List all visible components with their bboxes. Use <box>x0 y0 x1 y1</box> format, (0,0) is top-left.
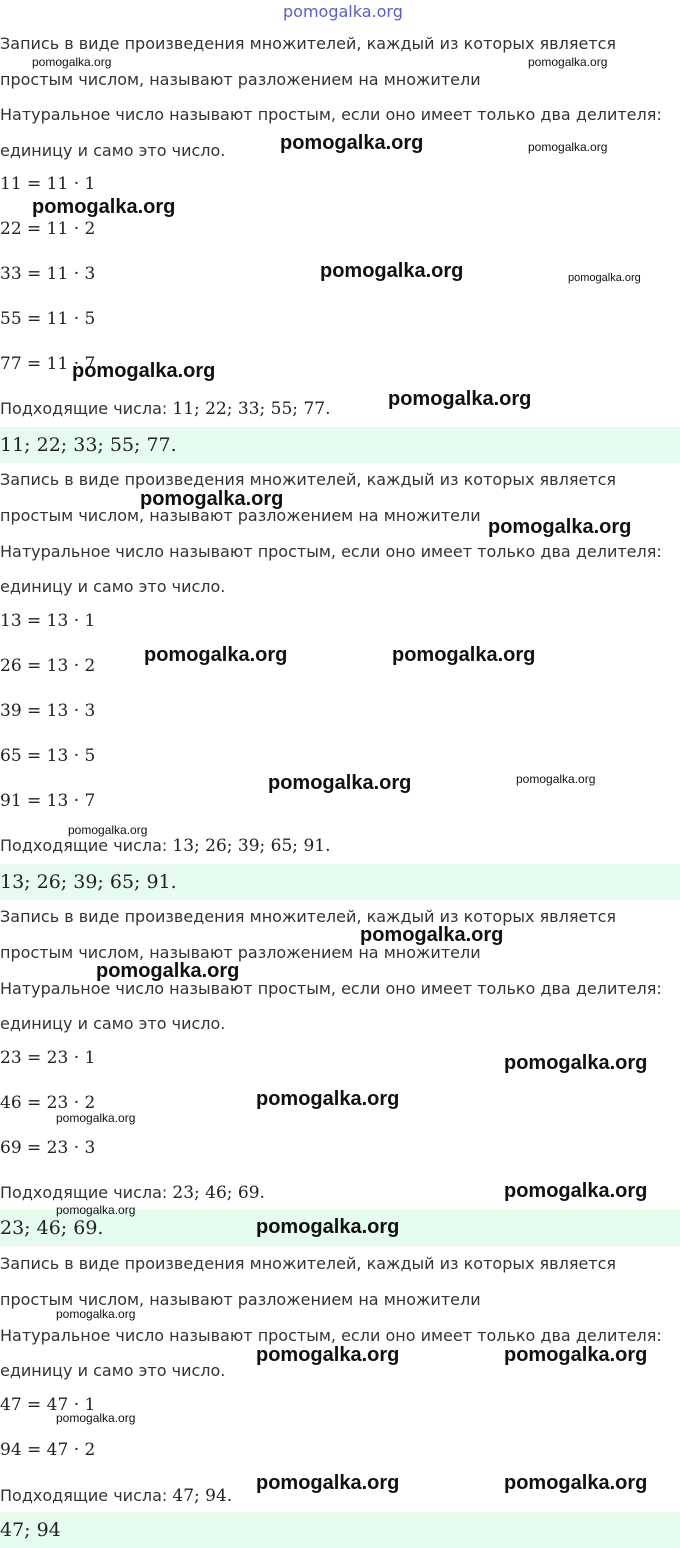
result-value: 11; 22; 33; 55; 77. <box>172 399 331 419</box>
watermark: pomogalka.org <box>516 772 596 786</box>
equation: 26 = 13 · 2 <box>0 656 96 676</box>
watermark: pomogalka.org <box>144 644 288 666</box>
result-label: Подходящие числа: <box>0 1486 173 1505</box>
definition-prime-line2: единицу и само это число. <box>0 141 226 160</box>
watermark: pomogalka.org <box>256 1344 400 1366</box>
equation: 23 = 23 · 1 <box>0 1048 96 1068</box>
definition-factorization-line1: Запись в виде произведения множителей, каждый из которых является <box>0 1254 617 1273</box>
result-label: Подходящие числа: <box>0 836 173 855</box>
watermark: pomogalka.org <box>528 55 608 69</box>
watermark: pomogalka.org <box>96 960 240 982</box>
result-line <box>0 1486 232 1506</box>
watermark: pomogalka.org <box>32 55 112 69</box>
definition-prime-line1: Натуральное число называют простым, если оно имеет только два делителя: <box>0 542 662 561</box>
watermark: pomogalka.org <box>388 388 532 410</box>
result-line <box>0 1183 265 1203</box>
watermark: pomogalka.org <box>56 1307 136 1321</box>
equation: 11 = 11 · 1 <box>0 174 96 194</box>
definition-factorization-line2: простым числом, называют разложением на множители <box>0 943 481 962</box>
answer-box <box>0 427 680 463</box>
equation: 22 = 11 · 2 <box>0 219 96 239</box>
watermark: pomogalka.org <box>256 1216 400 1238</box>
equation: 33 = 11 · 3 <box>0 264 96 284</box>
watermark: pomogalka.org <box>280 132 424 154</box>
answer-value: 11; 22; 33; 55; 77. <box>0 434 177 456</box>
watermark: pomogalka.org <box>268 772 412 794</box>
definition-prime-line2: единицу и само это число. <box>0 577 226 596</box>
equation: 69 = 23 · 3 <box>0 1138 96 1158</box>
definition-factorization-line2: простым числом, называют разложением на множители <box>0 506 481 525</box>
equation: 94 = 47 · 2 <box>0 1440 96 1460</box>
watermark: pomogalka.org <box>360 924 504 946</box>
watermark: pomogalka.org <box>392 644 536 666</box>
equation: 46 = 23 · 2 <box>0 1093 96 1113</box>
watermark: pomogalka.org <box>32 196 176 218</box>
result-label: Подходящие числа: <box>0 399 173 418</box>
result-value: 13; 26; 39; 65; 91. <box>172 836 331 856</box>
watermark: pomogalka.org <box>504 1052 648 1074</box>
definition-factorization-line2: простым числом, называют разложением на множители <box>0 70 481 89</box>
answer-value: 13; 26; 39; 65; 91. <box>0 871 177 893</box>
definition-prime-line1: Натуральное число называют простым, если оно имеет только два делителя: <box>0 1326 662 1345</box>
definition-prime-line2: единицу и само это число. <box>0 1014 226 1033</box>
answer-value: 23; 46; 69. <box>0 1217 104 1239</box>
watermark: pomogalka.org <box>568 272 641 284</box>
definition-prime-line1: Натуральное число называют простым, если оно имеет только два делителя: <box>0 979 662 998</box>
watermark: pomogalka.org <box>68 823 148 837</box>
watermark: pomogalka.org <box>504 1344 648 1366</box>
watermark: pomogalka.org <box>56 1411 136 1425</box>
equation: 39 = 13 · 3 <box>0 701 96 721</box>
equation: 77 = 11 · 7 <box>0 354 96 374</box>
watermark: pomogalka.org <box>56 1111 136 1125</box>
watermark: pomogalka.org <box>528 140 608 154</box>
equation: 65 = 13 · 5 <box>0 746 96 766</box>
answer-value: 47; 94 <box>0 1519 61 1541</box>
definition-prime-line2: единицу и само это число. <box>0 1361 226 1380</box>
result-value: 47; 94. <box>172 1486 233 1506</box>
equation: 91 = 13 · 7 <box>0 791 96 811</box>
definition-factorization-line1: Запись в виде произведения множителей, каждый из которых является <box>0 907 617 926</box>
watermark: pomogalka.org <box>56 1203 136 1217</box>
equation: 47 = 47 · 1 <box>0 1395 96 1415</box>
watermark: pomogalka.org <box>504 1472 648 1494</box>
definition-factorization-line2: простым числом, называют разложением на множители <box>0 1290 481 1309</box>
answer-box <box>0 864 680 900</box>
result-line <box>0 399 330 419</box>
watermark: pomogalka.org <box>256 1088 400 1110</box>
watermark: pomogalka.org <box>504 1180 648 1202</box>
watermark: pomogalka.org <box>320 260 464 282</box>
watermark: pomogalka.org <box>72 360 216 382</box>
watermark: pomogalka.org <box>256 1472 400 1494</box>
equation: 13 = 13 · 1 <box>0 611 96 631</box>
definition-factorization-line1: Запись в виде произведения множителей, каждый из которых является <box>0 34 617 53</box>
result-label: Подходящие числа: <box>0 1183 173 1202</box>
definition-prime-line1: Натуральное число называют простым, если оно имеет только два делителя: <box>0 105 662 124</box>
definition-factorization-line1: Запись в виде произведения множителей, каждый из которых является <box>0 470 617 489</box>
header-watermark: pomogalka.org <box>283 2 403 21</box>
result-line <box>0 836 330 856</box>
watermark: pomogalka.org <box>140 488 284 510</box>
watermark: pomogalka.org <box>488 516 632 538</box>
answer-box <box>0 1512 680 1548</box>
result-value: 23; 46; 69. <box>172 1183 265 1203</box>
equation: 55 = 11 · 5 <box>0 309 96 329</box>
